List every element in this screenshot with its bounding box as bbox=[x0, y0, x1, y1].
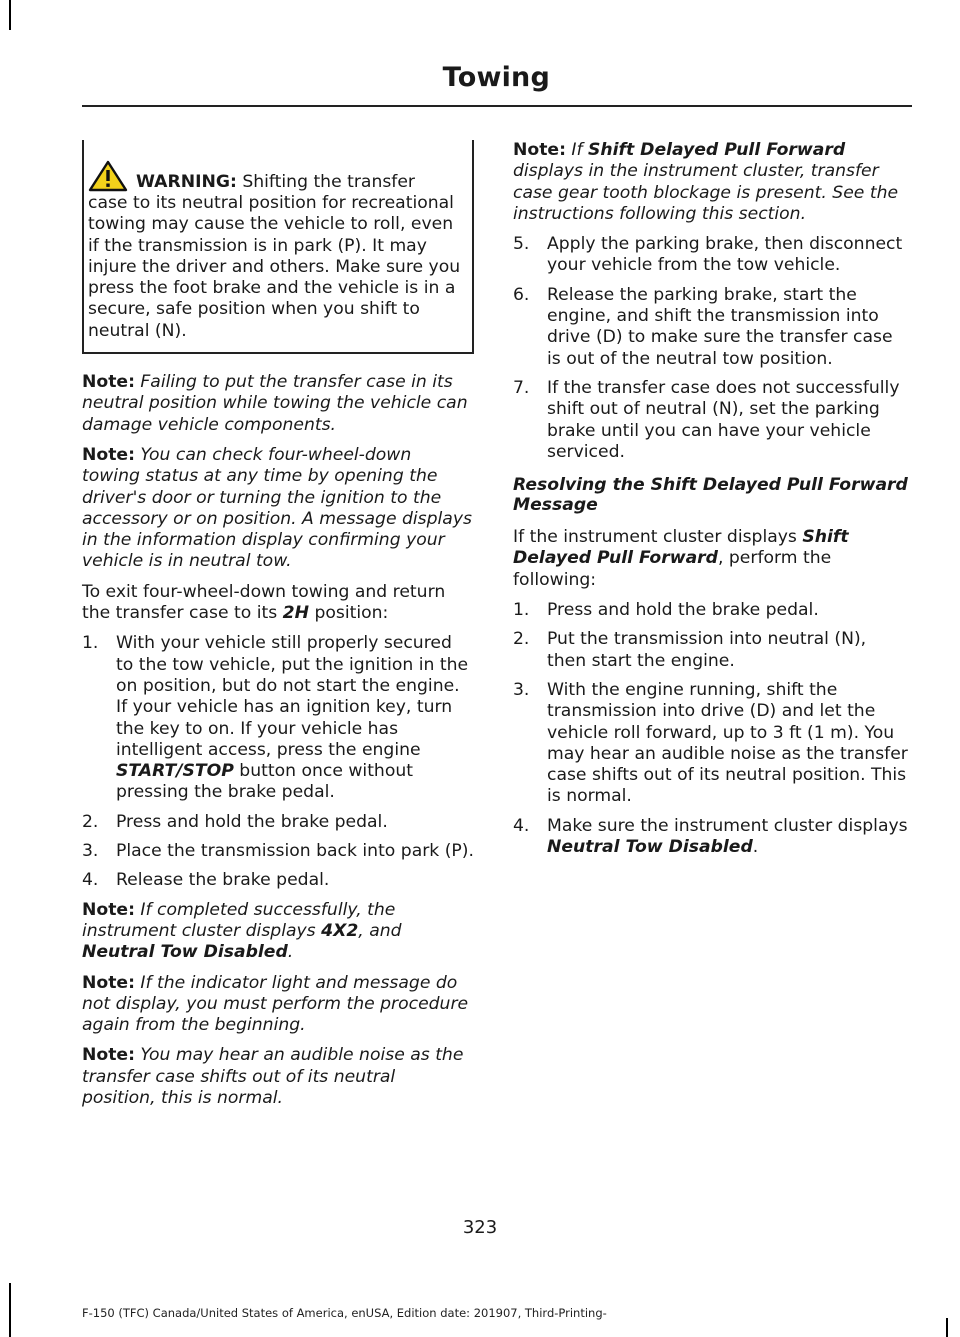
step-text: Press and hold the brake pedal. bbox=[116, 811, 388, 832]
crop-mark-top-left bbox=[9, 0, 11, 30]
crop-mark-bottom-left bbox=[9, 1283, 11, 1337]
note-audible bbox=[82, 1045, 474, 1109]
warning-triangle-icon bbox=[88, 160, 128, 192]
step-text-post: . bbox=[752, 837, 759, 858]
step-text: If the transfer case does not successfully shift out of neutral (N), set the parking brake until you can have your vehicle serviced. bbox=[547, 377, 900, 462]
list-item bbox=[513, 600, 908, 621]
step-text: Release the parking brake, start the engine, and shift the transmission into drive (D) to make sure the transfer case is out of the neutral tow position. bbox=[547, 284, 893, 369]
list-item bbox=[513, 680, 908, 808]
note-label: Note: bbox=[82, 972, 135, 993]
note-text-post: displays in the instrument cluster, transfer case gear tooth blockage is present. See the instructions following this section. bbox=[513, 161, 899, 224]
note-text: You may hear an audible noise as the transfer case shifts out of its neutral position, this is normal. bbox=[82, 1045, 464, 1108]
note-label: Note: bbox=[82, 899, 135, 920]
footer-edition: F-150 (TFC) Canada/United States of America, enUSA, Edition date: 201907, Third-Printing- bbox=[82, 1306, 607, 1320]
warning-box bbox=[82, 140, 474, 354]
note-label: Note: bbox=[82, 1045, 135, 1066]
warning-first-line bbox=[88, 160, 468, 193]
continue-steps-list bbox=[513, 234, 908, 463]
step-number: 1. bbox=[82, 633, 99, 654]
step-number: 4. bbox=[513, 815, 530, 836]
note-text: If the indicator light and message do not display, you must perform the procedure again from the beginning. bbox=[82, 972, 469, 1036]
note-shift-delayed bbox=[513, 140, 908, 225]
exit-intro bbox=[82, 582, 474, 625]
step-text: With your vehicle still properly secured to the tow vehicle, put the ignition in the on position, but do not start the engine. If your vehicle has an ignition key, turn the key to on. If your vehicle has intelligent access, press the engine bbox=[116, 633, 469, 760]
exit-intro-em: 2H bbox=[282, 603, 309, 624]
warning-text-first: Shifting the transfer bbox=[236, 171, 415, 192]
step-text: Press and hold the brake pedal. bbox=[547, 600, 819, 621]
note-em: Neutral Tow Disabled bbox=[82, 942, 288, 963]
step-text: Make sure the instrument cluster displays bbox=[547, 815, 908, 836]
exit-steps-list bbox=[82, 633, 474, 891]
section-heading: Resolving the Shift Delayed Pull Forward Message bbox=[513, 475, 908, 516]
warning-text-rest: case to its neutral position for recreational towing may cause the vehicle to roll, even if the transmission is in park (P). It may injure the driver and others. Make sure you press the foot brake and the vehicle is in a secure, safe position when you shift to neutral (N). bbox=[88, 193, 461, 341]
right-column bbox=[513, 140, 908, 866]
step-number: 3. bbox=[82, 841, 99, 862]
page-title: Towing bbox=[442, 62, 550, 93]
note-label: Note: bbox=[513, 140, 566, 160]
step-number: 3. bbox=[513, 679, 530, 700]
left-column bbox=[82, 140, 474, 1118]
step-number: 5. bbox=[513, 234, 530, 255]
step-text: Put the transmission into neutral (N), then start the engine. bbox=[547, 629, 867, 671]
note-label: Note: bbox=[82, 444, 135, 465]
list-item bbox=[513, 816, 908, 859]
exit-intro-post: position: bbox=[308, 603, 389, 624]
note-em: Shift Delayed Pull Forward bbox=[588, 140, 846, 160]
list-item bbox=[82, 633, 474, 803]
crop-mark-bottom-right bbox=[946, 1318, 948, 1337]
note-text: If completed successfully, the instrument cluster displays bbox=[82, 899, 396, 941]
list-item bbox=[82, 812, 474, 833]
resolve-steps-list bbox=[513, 600, 908, 858]
header-rule bbox=[82, 105, 912, 107]
intro-pre: If the instrument cluster displays bbox=[513, 527, 803, 548]
page-number: 323 bbox=[462, 1217, 498, 1238]
list-item bbox=[513, 378, 908, 463]
step-text: Release the brake pedal. bbox=[116, 870, 330, 891]
note-completed bbox=[82, 900, 474, 964]
step-number: 1. bbox=[513, 600, 530, 621]
note-text-post: . bbox=[287, 942, 294, 963]
step-em: START/STOP bbox=[116, 761, 234, 782]
intro-post: , perform the following: bbox=[513, 548, 832, 590]
note-indicator bbox=[82, 973, 474, 1037]
step-em: Neutral Tow Disabled bbox=[547, 837, 753, 858]
list-item bbox=[513, 629, 908, 672]
exit-intro-pre: To exit four-wheel-down towing and return the transfer case to its bbox=[82, 581, 446, 624]
note-check-status bbox=[82, 445, 474, 573]
note-text: Failing to put the transfer case in its neutral position while towing the vehicle can damage vehicle components. bbox=[82, 372, 468, 435]
warning-first-text bbox=[136, 172, 415, 193]
note-text: If bbox=[565, 140, 588, 160]
warning-label: WARNING: bbox=[136, 171, 237, 192]
note-em: 4X2 bbox=[321, 920, 359, 941]
list-item bbox=[513, 234, 908, 277]
note-text-mid: , and bbox=[358, 920, 402, 941]
list-item bbox=[513, 285, 908, 370]
list-item bbox=[82, 841, 474, 862]
list-item bbox=[82, 870, 474, 891]
step-number: 7. bbox=[513, 377, 530, 398]
step-number: 4. bbox=[82, 870, 99, 891]
step-text: Place the transmission back into park (P). bbox=[116, 841, 474, 862]
note-failing bbox=[82, 372, 474, 436]
step-text-post: button once without pressing the brake pedal. bbox=[116, 761, 413, 803]
note-text: You can check four-wheel-down towing status at any time by opening the driver's door or turning the ignition to the accessory or on position. A message displays in the information display confirming your vehicle is in neutral tow. bbox=[82, 444, 472, 572]
step-number: 6. bbox=[513, 284, 530, 305]
resolve-intro bbox=[513, 527, 908, 591]
step-number: 2. bbox=[513, 629, 530, 650]
step-number: 2. bbox=[82, 811, 99, 832]
step-text: Apply the parking brake, then disconnect your vehicle from the tow vehicle. bbox=[547, 234, 903, 276]
note-label: Note: bbox=[82, 372, 135, 393]
intro-em: Shift Delayed Pull Forward bbox=[513, 527, 849, 569]
step-text: With the engine running, shift the transmission into drive (D) and let the vehicle roll forward, up to 3 ft (1 m). You may hear an audible noise as the transfer case shifts out of its neutral position. This is normal. bbox=[547, 679, 908, 807]
